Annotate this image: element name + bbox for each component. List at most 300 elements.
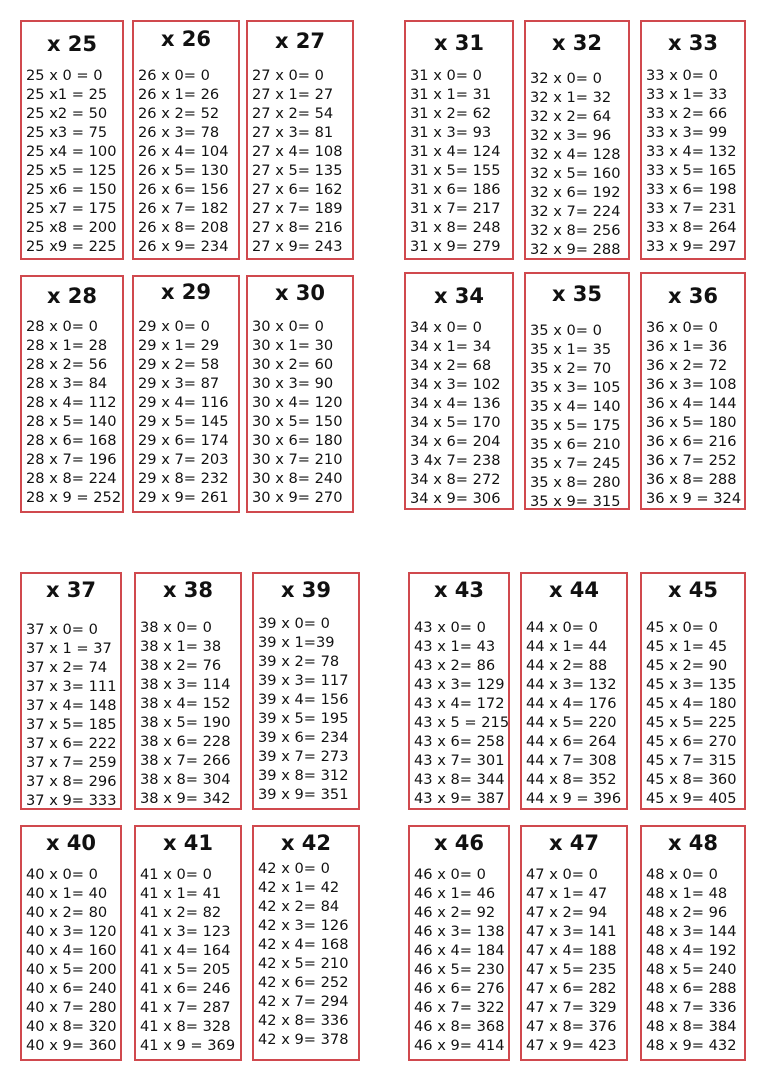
table-row: 29 x 4= 116	[138, 394, 229, 411]
table-row: 40 x 8= 320	[26, 1018, 117, 1035]
table-rows	[646, 865, 742, 1055]
table-row: 31 x 0= 0	[410, 67, 482, 84]
table-row: 37 x 1 = 37	[26, 640, 112, 657]
table-row: 47 x 0= 0	[526, 866, 598, 883]
table-row: 48 x 0= 0	[646, 866, 718, 883]
table-rows	[646, 318, 742, 508]
table-title: x 32	[551, 31, 603, 55]
table-row: 42 x 8= 336	[258, 1012, 349, 1029]
table-row: 28 x 2= 56	[26, 356, 108, 373]
table-title: x 36	[667, 284, 719, 308]
table-row: 29 x 1= 29	[138, 337, 220, 354]
table-row: 30 x 9= 270	[252, 489, 343, 506]
table-row: 42 x 4= 168	[258, 936, 349, 953]
table-row: 42 x 2= 84	[258, 898, 340, 915]
table-row: 28 x 6= 168	[26, 432, 117, 449]
table-title: x 34	[433, 284, 485, 308]
table-row: 44 x 4= 176	[526, 695, 617, 712]
table-rows	[530, 69, 626, 259]
table-row: 45 x 2= 90	[646, 657, 728, 674]
table-title: x 42	[280, 831, 332, 855]
table-row: 26 x 8= 208	[138, 219, 229, 236]
table-row: 48 x 2= 96	[646, 904, 728, 921]
table-title: x 25	[46, 32, 98, 56]
table-row: 27 x 1= 27	[252, 86, 334, 103]
table-row: 37 x 6= 222	[26, 735, 117, 752]
table-row: 34 x 4= 136	[410, 395, 501, 412]
table-title: x 44	[548, 578, 600, 602]
table-rows	[646, 618, 742, 808]
table-row: 41 x 9 = 369	[140, 1037, 236, 1054]
table-row: 47 x 3= 141	[526, 923, 617, 940]
table-row: 47 x 8= 376	[526, 1018, 617, 1035]
table-row: 25 x2 = 50	[26, 105, 108, 122]
table-row: 30 x 5= 150	[252, 413, 343, 430]
table-row: 44 x 9 = 396	[526, 790, 622, 807]
table-row: 45 x 4= 180	[646, 695, 737, 712]
table-row: 30 x 1= 30	[252, 337, 334, 354]
table-row: 44 x 5= 220	[526, 714, 617, 731]
table-row: 39 x 5= 195	[258, 710, 349, 727]
times-table-card	[252, 572, 360, 810]
table-row: 25 x4 = 100	[26, 143, 117, 160]
table-row: 28 x 4= 112	[26, 394, 117, 411]
times-table-card	[408, 825, 510, 1061]
table-row: 31 x 6= 186	[410, 181, 501, 198]
table-title: x 45	[667, 578, 719, 602]
table-row: 38 x 5= 190	[140, 714, 231, 731]
table-row: 40 x 6= 240	[26, 980, 117, 997]
times-table-card	[20, 572, 122, 810]
table-row: 26 x 1= 26	[138, 86, 220, 103]
table-row: 42 x 7= 294	[258, 993, 349, 1010]
table-row: 28 x 9 = 252	[26, 489, 122, 506]
table-row: 48 x 9= 432	[646, 1037, 737, 1054]
table-row: 39 x 3= 117	[258, 672, 349, 689]
table-row: 43 x 4= 172	[414, 695, 505, 712]
table-row: 34 x 1= 34	[410, 338, 492, 355]
table-row: 25 x8 = 200	[26, 219, 117, 236]
table-row: 42 x 5= 210	[258, 955, 349, 972]
table-row: 30 x 0= 0	[252, 318, 324, 335]
table-row: 48 x 3= 144	[646, 923, 737, 940]
table-row: 36 x 6= 216	[646, 433, 737, 450]
table-title: x 35	[551, 282, 603, 306]
table-row: 32 x 1= 32	[530, 89, 612, 106]
table-row: 38 x 4= 152	[140, 695, 231, 712]
table-row: 45 x 3= 135	[646, 676, 737, 693]
table-row: 27 x 0= 0	[252, 67, 324, 84]
table-row: 46 x 5= 230	[414, 961, 505, 978]
table-rows	[646, 66, 742, 256]
table-row: 45 x 6= 270	[646, 733, 737, 750]
times-table-card	[640, 20, 746, 260]
table-row: 34 x 9= 306	[410, 490, 501, 507]
table-row: 45 x 7= 315	[646, 752, 737, 769]
times-table-card	[246, 20, 354, 260]
table-title: x 27	[274, 29, 326, 53]
table-row: 47 x 9= 423	[526, 1037, 617, 1054]
table-row: 35 x 0= 0	[530, 322, 602, 339]
table-rows	[26, 66, 120, 256]
table-row: 43 x 5 = 215	[414, 714, 510, 731]
table-row: 31 x 3= 93	[410, 124, 492, 141]
table-row: 43 x 0= 0	[414, 619, 486, 636]
times-table-card	[132, 275, 240, 513]
table-row: 34 x 0= 0	[410, 319, 482, 336]
table-row: 38 x 9= 342	[140, 790, 231, 807]
table-row: 42 x 0= 0	[258, 860, 330, 877]
table-row: 29 x 3= 87	[138, 375, 220, 392]
table-row: 28 x 0= 0	[26, 318, 98, 335]
table-row: 46 x 0= 0	[414, 866, 486, 883]
times-table-card	[640, 825, 746, 1061]
table-row: 30 x 3= 90	[252, 375, 334, 392]
table-rows	[140, 618, 238, 808]
table-rows	[140, 865, 238, 1055]
table-rows	[414, 865, 506, 1055]
times-table-card	[134, 572, 242, 810]
table-title: x 41	[162, 831, 214, 855]
table-row: 29 x 2= 58	[138, 356, 220, 373]
table-row: 45 x 0= 0	[646, 619, 718, 636]
table-row: 41 x 5= 205	[140, 961, 231, 978]
table-row: 38 x 1= 38	[140, 638, 222, 655]
table-row: 47 x 6= 282	[526, 980, 617, 997]
table-rows	[138, 317, 236, 507]
table-row: 27 x 4= 108	[252, 143, 343, 160]
table-row: 26 x 0= 0	[138, 67, 210, 84]
table-row: 46 x 4= 184	[414, 942, 505, 959]
table-row: 39 x 1=39	[258, 634, 335, 651]
table-row: 38 x 2= 76	[140, 657, 222, 674]
table-row: 27 x 7= 189	[252, 200, 343, 217]
table-rows	[526, 865, 624, 1055]
table-row: 35 x 3= 105	[530, 379, 621, 396]
table-row: 48 x 8= 384	[646, 1018, 737, 1035]
table-rows	[526, 618, 624, 808]
table-row: 41 x 2= 82	[140, 904, 222, 921]
times-table-card	[252, 825, 360, 1061]
table-row: 33 x 0= 0	[646, 67, 718, 84]
times-table-card	[520, 572, 628, 810]
table-title: x 39	[280, 578, 332, 602]
table-row: 28 x 3= 84	[26, 375, 108, 392]
table-row: 42 x 6= 252	[258, 974, 349, 991]
table-row: 35 x 4= 140	[530, 398, 621, 415]
table-row: 33 x 7= 231	[646, 200, 737, 217]
table-row: 44 x 3= 132	[526, 676, 617, 693]
table-row: 48 x 5= 240	[646, 961, 737, 978]
table-row: 25 x5 = 125	[26, 162, 117, 179]
table-row: 38 x 3= 114	[140, 676, 231, 693]
table-row: 46 x 8= 368	[414, 1018, 505, 1035]
table-title: x 40	[45, 831, 97, 855]
table-row: 25 x9 = 225	[26, 238, 117, 255]
table-row: 43 x 6= 258	[414, 733, 505, 750]
table-row: 30 x 4= 120	[252, 394, 343, 411]
table-rows	[258, 859, 356, 1049]
table-row: 46 x 2= 92	[414, 904, 496, 921]
table-row: 41 x 8= 328	[140, 1018, 231, 1035]
table-row: 47 x 5= 235	[526, 961, 617, 978]
table-row: 40 x 3= 120	[26, 923, 117, 940]
table-row: 40 x 7= 280	[26, 999, 117, 1016]
table-row: 41 x 3= 123	[140, 923, 231, 940]
table-row: 26 x 6= 156	[138, 181, 229, 198]
table-row: 32 x 2= 64	[530, 108, 612, 125]
table-row: 31 x 1= 31	[410, 86, 492, 103]
table-row: 26 x 2= 52	[138, 105, 220, 122]
table-row: 45 x 8= 360	[646, 771, 737, 788]
table-row: 34 x 2= 68	[410, 357, 492, 374]
table-title: x 48	[667, 831, 719, 855]
table-row: 40 x 1= 40	[26, 885, 108, 902]
table-row: 29 x 7= 203	[138, 451, 229, 468]
table-row: 28 x 8= 224	[26, 470, 117, 487]
table-row: 37 x 3= 111	[26, 678, 117, 695]
table-rows	[410, 66, 510, 256]
table-row: 45 x 9= 405	[646, 790, 737, 807]
table-row: 39 x 8= 312	[258, 767, 349, 784]
times-table-card	[20, 825, 122, 1061]
table-row: 40 x 0= 0	[26, 866, 98, 883]
table-rows	[530, 321, 626, 511]
table-row: 41 x 1= 41	[140, 885, 222, 902]
table-rows	[26, 865, 118, 1055]
table-row: 29 x 5= 145	[138, 413, 229, 430]
table-row: 38 x 8= 304	[140, 771, 231, 788]
table-row: 37 x 0= 0	[26, 621, 98, 638]
table-row: 35 x 8= 280	[530, 474, 621, 491]
table-row: 39 x 4= 156	[258, 691, 349, 708]
times-table-card	[524, 272, 630, 510]
times-table-card	[524, 20, 630, 260]
table-row: 33 x 2= 66	[646, 105, 728, 122]
table-row: 43 x 2= 86	[414, 657, 496, 674]
table-row: 33 x 5= 165	[646, 162, 737, 179]
times-table-card	[404, 272, 514, 510]
table-row: 41 x 0= 0	[140, 866, 212, 883]
table-row: 48 x 7= 336	[646, 999, 737, 1016]
table-row: 40 x 5= 200	[26, 961, 117, 978]
times-table-card	[404, 20, 514, 260]
table-row: 43 x 9= 387	[414, 790, 505, 807]
table-row: 45 x 5= 225	[646, 714, 737, 731]
table-row: 37 x 7= 259	[26, 754, 117, 771]
table-row: 46 x 3= 138	[414, 923, 505, 940]
table-row: 33 x 1= 33	[646, 86, 728, 103]
table-row: 26 x 4= 104	[138, 143, 229, 160]
times-table-card	[132, 20, 240, 260]
times-table-card	[20, 20, 124, 260]
table-row: 35 x 7= 245	[530, 455, 621, 472]
table-row: 41 x 7= 287	[140, 999, 231, 1016]
table-row: 29 x 8= 232	[138, 470, 229, 487]
table-row: 26 x 3= 78	[138, 124, 220, 141]
table-row: 38 x 0= 0	[140, 619, 212, 636]
table-rows	[252, 66, 350, 256]
table-title: x 43	[433, 578, 485, 602]
table-rows	[26, 620, 118, 810]
table-rows	[258, 614, 356, 804]
table-row: 28 x 5= 140	[26, 413, 117, 430]
table-title: x 28	[46, 284, 98, 308]
table-row: 44 x 2= 88	[526, 657, 608, 674]
times-table-card	[640, 572, 746, 810]
table-row: 36 x 8= 288	[646, 471, 737, 488]
table-row: 26 x 7= 182	[138, 200, 229, 217]
table-row: 44 x 7= 308	[526, 752, 617, 769]
table-row: 47 x 1= 47	[526, 885, 608, 902]
table-row: 46 x 6= 276	[414, 980, 505, 997]
table-row: 27 x 5= 135	[252, 162, 343, 179]
table-title: x 26	[160, 27, 212, 51]
table-row: 33 x 3= 99	[646, 124, 728, 141]
table-row: 27 x 2= 54	[252, 105, 334, 122]
table-row: 25 x6 = 150	[26, 181, 117, 198]
table-row: 25 x3 = 75	[26, 124, 108, 141]
table-row: 44 x 6= 264	[526, 733, 617, 750]
table-row: 31 x 2= 62	[410, 105, 492, 122]
table-row: 35 x 1= 35	[530, 341, 612, 358]
table-row: 32 x 3= 96	[530, 127, 612, 144]
table-row: 25 x 0 = 0	[26, 67, 103, 84]
table-row: 30 x 6= 180	[252, 432, 343, 449]
table-title: x 46	[433, 831, 485, 855]
table-row: 31 x 7= 217	[410, 200, 501, 217]
table-row: 32 x 5= 160	[530, 165, 621, 182]
table-row: 47 x 7= 329	[526, 999, 617, 1016]
table-row: 31 x 5= 155	[410, 162, 501, 179]
table-row: 34 x 3= 102	[410, 376, 501, 393]
table-row: 30 x 2= 60	[252, 356, 334, 373]
table-title: x 38	[162, 578, 214, 602]
table-row: 40 x 4= 160	[26, 942, 117, 959]
table-row: 36 x 7= 252	[646, 452, 737, 469]
table-row: 41 x 4= 164	[140, 942, 231, 959]
table-row: 34 x 6= 204	[410, 433, 501, 450]
table-row: 33 x 4= 132	[646, 143, 737, 160]
table-row: 44 x 0= 0	[526, 619, 598, 636]
table-rows	[26, 317, 120, 507]
times-table-card	[408, 572, 510, 810]
table-row: 32 x 8= 256	[530, 222, 621, 239]
times-table-card	[20, 275, 124, 513]
table-row: 36 x 9 = 324	[646, 490, 742, 507]
table-rows	[410, 318, 510, 508]
table-row: 33 x 8= 264	[646, 219, 737, 236]
table-title: x 31	[433, 31, 485, 55]
table-row: 48 x 6= 288	[646, 980, 737, 997]
table-row: 26 x 5= 130	[138, 162, 229, 179]
table-row: 36 x 5= 180	[646, 414, 737, 431]
table-row: 44 x 1= 44	[526, 638, 608, 655]
table-title: x 47	[548, 831, 600, 855]
table-row: 30 x 8= 240	[252, 470, 343, 487]
table-row: 43 x 3= 129	[414, 676, 505, 693]
table-row: 36 x 2= 72	[646, 357, 728, 374]
table-row: 31 x 9= 279	[410, 238, 501, 255]
table-row: 35 x 5= 175	[530, 417, 621, 434]
table-row: 36 x 1= 36	[646, 338, 728, 355]
table-row: 42 x 9= 378	[258, 1031, 349, 1048]
table-row: 39 x 2= 78	[258, 653, 340, 670]
times-table-card	[246, 275, 354, 513]
table-row: 43 x 8= 344	[414, 771, 505, 788]
times-table-card	[134, 825, 242, 1061]
table-row: 39 x 7= 273	[258, 748, 349, 765]
table-row: 29 x 0= 0	[138, 318, 210, 335]
table-row: 35 x 9= 315	[530, 493, 621, 510]
table-row: 35 x 6= 210	[530, 436, 621, 453]
table-title: x 33	[667, 31, 719, 55]
table-row: 47 x 4= 188	[526, 942, 617, 959]
table-row: 42 x 1= 42	[258, 879, 340, 896]
table-row: 40 x 2= 80	[26, 904, 108, 921]
table-row: 44 x 8= 352	[526, 771, 617, 788]
table-title: x 37	[45, 578, 97, 602]
table-row: 41 x 6= 246	[140, 980, 231, 997]
table-row: 39 x 9= 351	[258, 786, 349, 803]
table-row: 25 x1 = 25	[26, 86, 108, 103]
table-row: 32 x 6= 192	[530, 184, 621, 201]
table-row: 32 x 0= 0	[530, 70, 602, 87]
table-row: 48 x 4= 192	[646, 942, 737, 959]
table-row: 40 x 9= 360	[26, 1037, 117, 1054]
times-table-card	[520, 825, 628, 1061]
table-title: x 30	[274, 281, 326, 305]
table-row: 37 x 9= 333	[26, 792, 117, 809]
table-row: 46 x 9= 414	[414, 1037, 505, 1054]
table-row: 42 x 3= 126	[258, 917, 349, 934]
table-row: 27 x 3= 81	[252, 124, 334, 141]
table-row: 33 x 9= 297	[646, 238, 737, 255]
table-row: 46 x 7= 322	[414, 999, 505, 1016]
table-row: 32 x 7= 224	[530, 203, 621, 220]
table-row: 39 x 0= 0	[258, 615, 330, 632]
table-row: 28 x 7= 196	[26, 451, 117, 468]
table-row: 26 x 9= 234	[138, 238, 229, 255]
table-row: 39 x 6= 234	[258, 729, 349, 746]
table-row: 28 x 1= 28	[26, 337, 108, 354]
table-row: 33 x 6= 198	[646, 181, 737, 198]
table-row: 29 x 9= 261	[138, 489, 229, 506]
table-row: 31 x 4= 124	[410, 143, 501, 160]
table-row: 36 x 4= 144	[646, 395, 737, 412]
table-row: 3 4x 7= 238	[410, 452, 501, 469]
table-row: 43 x 7= 301	[414, 752, 505, 769]
table-row: 30 x 7= 210	[252, 451, 343, 468]
table-row: 38 x 7= 266	[140, 752, 231, 769]
table-row: 45 x 1= 45	[646, 638, 728, 655]
table-row: 34 x 8= 272	[410, 471, 501, 488]
table-row: 38 x 6= 228	[140, 733, 231, 750]
table-row: 31 x 8= 248	[410, 219, 501, 236]
table-row: 32 x 9= 288	[530, 241, 621, 258]
table-rows	[138, 66, 236, 256]
table-title: x 29	[160, 280, 212, 304]
table-row: 37 x 4= 148	[26, 697, 117, 714]
table-row: 46 x 1= 46	[414, 885, 496, 902]
table-row: 48 x 1= 48	[646, 885, 728, 902]
table-rows	[252, 317, 350, 507]
table-rows	[414, 618, 510, 808]
table-row: 27 x 9= 243	[252, 238, 343, 255]
table-row: 36 x 0= 0	[646, 319, 718, 336]
table-row: 37 x 8= 296	[26, 773, 117, 790]
table-row: 34 x 5= 170	[410, 414, 501, 431]
